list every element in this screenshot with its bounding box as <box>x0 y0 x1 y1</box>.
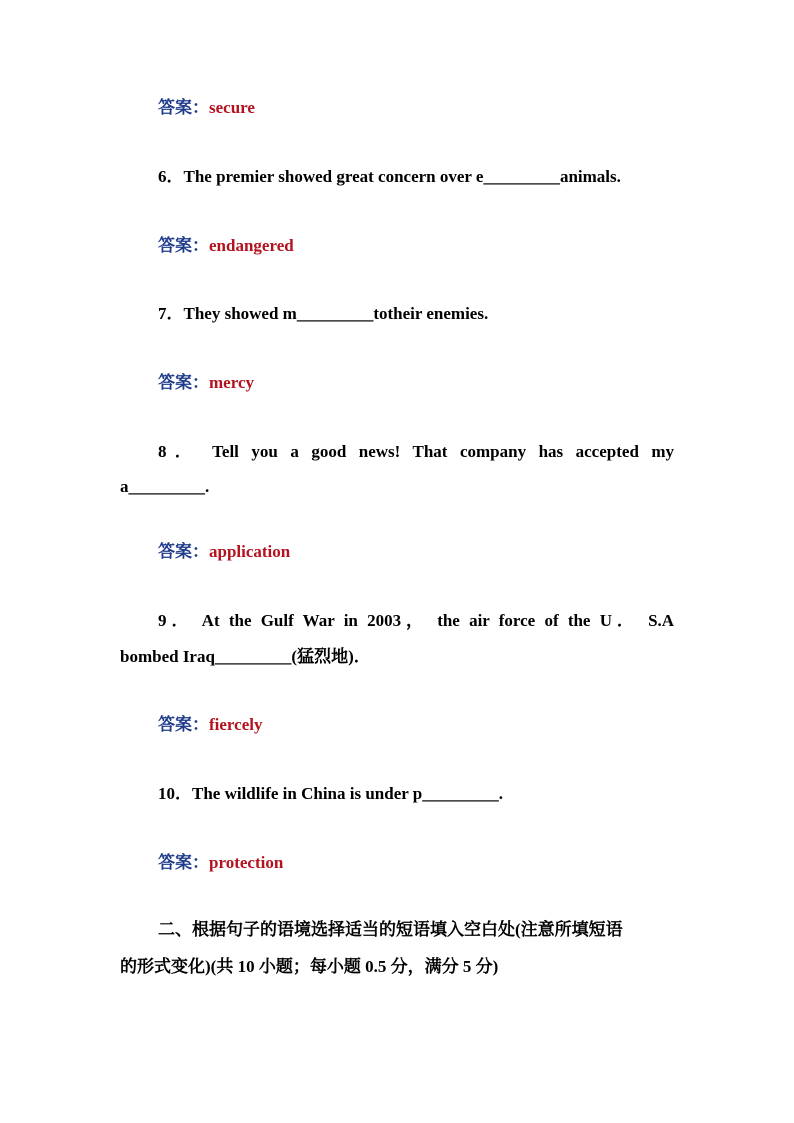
question-6: 6．The premier showed great concern over e_________animals. <box>158 167 621 186</box>
word: 2003， <box>367 611 428 630</box>
answer-7 <box>120 371 674 395</box>
word: That <box>412 442 448 461</box>
word: the <box>228 611 252 630</box>
word: the <box>567 611 591 630</box>
answer-10 <box>120 851 674 875</box>
answer-5 <box>120 96 674 120</box>
answer-6 <box>120 234 674 258</box>
question-7: 7．They showed m_________totheir enemies. <box>158 304 489 323</box>
word: company <box>459 442 527 461</box>
word: my <box>651 442 675 461</box>
section-2-heading-line-2: 的形式变化)(共 10 小题；每小题 0.5 分，满分 5 分) <box>120 957 499 976</box>
word: air <box>469 611 490 630</box>
answer-value: mercy <box>209 373 254 392</box>
word: 9． <box>158 611 194 630</box>
answer-8 <box>120 540 674 564</box>
word: War <box>302 611 335 630</box>
word: news! <box>358 442 401 461</box>
word: 8． <box>158 442 200 461</box>
word: the <box>437 611 460 630</box>
question-8-line-2: a_________. <box>120 477 210 496</box>
question-9-line-1 <box>120 609 674 633</box>
word: accepted <box>575 442 639 461</box>
word: a <box>290 442 299 461</box>
word: in <box>343 611 358 630</box>
word: Gulf <box>260 611 294 630</box>
answer-value: protection <box>209 853 284 872</box>
question-9-line-2: bombed Iraq_________(猛烈地)． <box>120 647 371 666</box>
word: S.A <box>648 611 675 630</box>
answer-value: endangered <box>209 236 294 255</box>
word: you <box>251 442 278 461</box>
section-2-heading-line-1: 二、根据句子的语境选择适当的短语填入空白处(注意所填短语 <box>158 920 623 939</box>
answer-label: 答案： <box>158 373 209 392</box>
word: At <box>201 611 220 630</box>
word: Tell <box>212 442 239 461</box>
word: U． <box>599 611 639 630</box>
answer-label: 答案： <box>158 715 209 734</box>
word: has <box>538 442 564 461</box>
word: good <box>311 442 347 461</box>
answer-label: 答案： <box>158 542 209 561</box>
answer-9 <box>120 713 674 737</box>
answer-label: 答案： <box>158 853 209 872</box>
question-8-line-1 <box>120 440 674 464</box>
answer-label: 答案： <box>158 236 209 255</box>
answer-label: 答案： <box>158 98 209 117</box>
answer-value: fiercely <box>209 715 263 734</box>
answer-value: secure <box>209 98 255 117</box>
word: of <box>544 611 559 630</box>
answer-value: application <box>209 542 291 561</box>
question-10: 10．The wildlife in China is under p_________. <box>158 784 503 803</box>
word: force <box>498 611 536 630</box>
